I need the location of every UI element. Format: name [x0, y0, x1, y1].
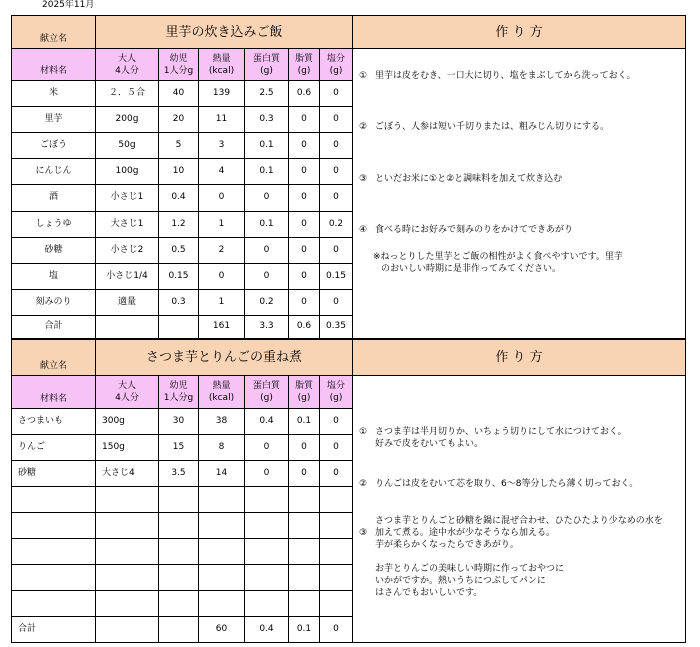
table-row: にんじん 100g 10 4 0.1 0 0 [12, 159, 686, 185]
adult-header: 大人 4人分 [96, 49, 159, 81]
recipe-table-2 [11, 339, 686, 643]
salt-header: 塩分 (g) [320, 49, 353, 81]
salt-header: 塩分 (g) [320, 376, 353, 409]
note: お芋とりんごの美味しい時期に作っておやつに いかがですか。熱いうちにつぶしてパンに はさんでもおいしいです。 [375, 564, 565, 598]
steps-header: 作 り 方 [353, 340, 686, 376]
step-1: ① 里芋は皮をむき、一口大に切り、塩をまぶしてから洗っておく。 [359, 71, 636, 81]
step-2: ② ごぼう、人参は短い千切りまたは、粗みじん切りにする。 [359, 122, 610, 132]
note: ※ねっとりした里芋とご飯の相性がよく食べやすいです。里芋 のおいしい時期に是非作ってみてください。 [373, 252, 623, 274]
table-row: 砂糖 小さじ2 0.5 2 0 0 0 [12, 237, 686, 263]
date-label: 2025年11月 [42, 0, 95, 10]
recipe-table-1 [11, 15, 686, 339]
recipe-title: 里芋の炊き込みご飯 [96, 16, 353, 49]
ingredients-header: 材料名 [12, 49, 96, 81]
step-2: ② りんごは皮をむいて芯を取り、6～8等分したら薄く切っておく。 [359, 479, 639, 489]
step-3: ③ といだお米に①と②と調味料を加えて炊き込む [359, 174, 563, 184]
total-row: 合計 161 3.3 0.6 0.35 [12, 315, 686, 338]
adult-header: 大人 4人分 [96, 376, 159, 409]
table-row: りんご 150g 15 8 0 0 0 [12, 435, 686, 461]
energy-header: 熱量 (kcal) [199, 376, 245, 409]
step-3: ③ さつま芋とりんごと砂糖を鍋に混ぜ合わせ、ひたひたより少なめの水を 加えて煮る。途中水が少なそうなら加える。 芋が柔らかくなったらできあがり。 [359, 516, 663, 550]
child-header: 幼児 1人分g [159, 376, 199, 409]
table-row: 酒 小さじ1 0.4 0 0 0 0 [12, 185, 686, 211]
menu-label: 献立名 [12, 16, 96, 49]
table-row: 里芋 200g 20 11 0.3 0 0 [12, 107, 686, 133]
table-row: しょうゆ 大さじ1 1.2 1 0.1 0 0.2 [12, 211, 686, 237]
recipe-title: さつま芋とりんごの重ね煮 [96, 340, 353, 376]
child-header: 幼児 1人分g [159, 49, 199, 81]
ingredients-header: 材料名 [12, 376, 96, 409]
table-row: 塩 小さじ1/4 0.15 0 0 0 0.15 [12, 263, 686, 289]
table-row: ごぼう 50g 5 3 0.1 0 0 [12, 133, 686, 159]
steps-cell [353, 376, 686, 643]
steps-cell [353, 49, 686, 339]
energy-header: 熱量 (kcal) [199, 49, 245, 81]
table-row: さつまいも 300g 30 38 0.4 0.1 0 [12, 409, 686, 435]
table-row: 砂糖 大さじ4 3.5 14 0 0 0 [12, 461, 686, 487]
step-1: ① さつま芋は半月切りか、いちょう切りにして水につけておく。 好みで皮をむいてもよい。 [359, 427, 627, 449]
fat-header: 脂質 (g) [289, 376, 320, 409]
fat-header: 脂質 (g) [289, 49, 320, 81]
menu-label: 献立名 [12, 340, 96, 376]
protein-header: 蛋白質 (g) [245, 376, 289, 409]
total-row: 合計 60 0.4 0.1 0 [12, 617, 686, 643]
steps-header: 作 り 方 [353, 16, 686, 49]
step-4: ④ 食べる時にお好みで刻みのりをかけてできあがり [359, 225, 574, 235]
protein-header: 蛋白質 (g) [245, 49, 289, 81]
table-row: 刻みのり 適量 0.3 1 0.2 0 0 [12, 289, 686, 315]
table-row: 米 ２．５合 40 139 2.5 0.6 0 [12, 81, 686, 107]
